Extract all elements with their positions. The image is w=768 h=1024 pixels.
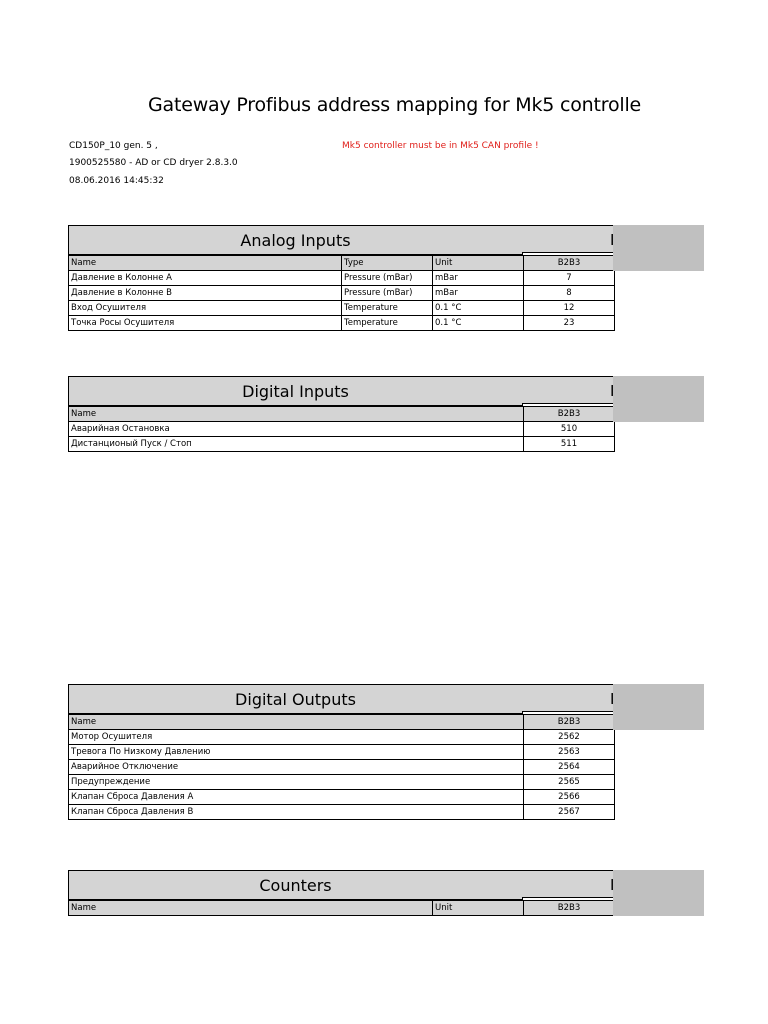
row-name: Аварийная Остановка <box>69 422 524 437</box>
table-row <box>69 730 615 745</box>
col-unit: Unit <box>433 901 524 916</box>
row-name: Давление в Колонне A <box>69 271 342 286</box>
table-row <box>69 775 615 790</box>
row-b2b3: 511 <box>524 437 615 452</box>
row-b2b3: 2565 <box>524 775 615 790</box>
analog-inputs-section <box>68 225 615 331</box>
side-shading <box>613 376 704 422</box>
digital-inputs-table <box>68 406 615 452</box>
row-type: Temperature <box>342 316 433 331</box>
row-unit: mBar <box>433 286 524 301</box>
section-title: Digital Inputs <box>68 376 523 406</box>
row-b2b3: 7 <box>524 271 615 286</box>
row-b2b3: 2562 <box>524 730 615 745</box>
row-name: Клапан Сброса Давления A <box>69 790 524 805</box>
col-b2b3: B2B3 <box>524 715 615 730</box>
row-name: Клапан Сброса Давления B <box>69 805 524 820</box>
row-name: Дистанционый Пуск / Стоп <box>69 437 524 452</box>
counters-table <box>68 900 615 916</box>
page-title: Gateway Profibus address mapping for Mk5 controlle <box>148 94 642 116</box>
row-b2b3: 2567 <box>524 805 615 820</box>
section-side-label: I <box>522 684 613 712</box>
table-row <box>69 271 615 286</box>
col-name: Name <box>69 407 524 422</box>
row-b2b3: 2563 <box>524 745 615 760</box>
table-row <box>69 437 615 452</box>
table-row <box>69 760 615 775</box>
table-row <box>69 745 615 760</box>
col-b2b3: B2B3 <box>524 407 615 422</box>
row-name: Предупреждение <box>69 775 524 790</box>
col-b2b3: B2B3 <box>524 256 615 271</box>
row-unit: 0.1 °C <box>433 316 524 331</box>
device-id: 1900525580 - AD or CD dryer 2.8.3.0 <box>69 158 238 168</box>
timestamp: 08.06.2016 14:45:32 <box>69 176 164 186</box>
digital-outputs-table <box>68 714 615 820</box>
analog-inputs-table <box>68 255 615 331</box>
table-header-row <box>69 715 615 730</box>
row-name: Точка Росы Осушителя <box>69 316 342 331</box>
table-row <box>69 316 615 331</box>
row-b2b3: 2564 <box>524 760 615 775</box>
table-header-row <box>69 256 615 271</box>
section-side-label: I <box>522 225 613 253</box>
row-unit: mBar <box>433 271 524 286</box>
col-name: Name <box>69 901 433 916</box>
col-name: Name <box>69 715 524 730</box>
table-row <box>69 790 615 805</box>
side-shading <box>613 684 704 730</box>
row-type: Pressure (mBar) <box>342 271 433 286</box>
section-title: Counters <box>68 870 523 900</box>
digital-outputs-section <box>68 684 615 820</box>
table-row <box>69 301 615 316</box>
side-shading <box>613 225 704 271</box>
counters-section <box>68 870 615 916</box>
row-name: Аварийное Отключение <box>69 760 524 775</box>
col-name: Name <box>69 256 342 271</box>
row-type: Pressure (mBar) <box>342 286 433 301</box>
section-side-label: I <box>522 870 613 898</box>
profile-warning: Mk5 controller must be in Mk5 CAN profile ! <box>342 141 539 151</box>
device-model: CD150P_10 gen. 5 , <box>69 141 158 151</box>
row-name: Давление в Колонне B <box>69 286 342 301</box>
row-name: Тревога По Низкому Давлению <box>69 745 524 760</box>
side-shading <box>613 870 704 916</box>
col-unit: Unit <box>433 256 524 271</box>
section-title: Digital Outputs <box>68 684 523 714</box>
row-name: Мотор Осушителя <box>69 730 524 745</box>
col-type: Type <box>342 256 433 271</box>
row-b2b3: 12 <box>524 301 615 316</box>
table-row <box>69 805 615 820</box>
row-b2b3: 23 <box>524 316 615 331</box>
table-header-row <box>69 407 615 422</box>
section-title: Analog Inputs <box>68 225 523 255</box>
row-unit: 0.1 °C <box>433 301 524 316</box>
row-b2b3: 510 <box>524 422 615 437</box>
row-b2b3: 2566 <box>524 790 615 805</box>
col-b2b3: B2B3 <box>524 901 615 916</box>
digital-inputs-section <box>68 376 615 452</box>
row-b2b3: 8 <box>524 286 615 301</box>
row-type: Temperature <box>342 301 433 316</box>
section-side-label: I <box>522 376 613 404</box>
table-row <box>69 422 615 437</box>
table-header-row <box>69 901 615 916</box>
table-row <box>69 286 615 301</box>
row-name: Вход Осушителя <box>69 301 342 316</box>
